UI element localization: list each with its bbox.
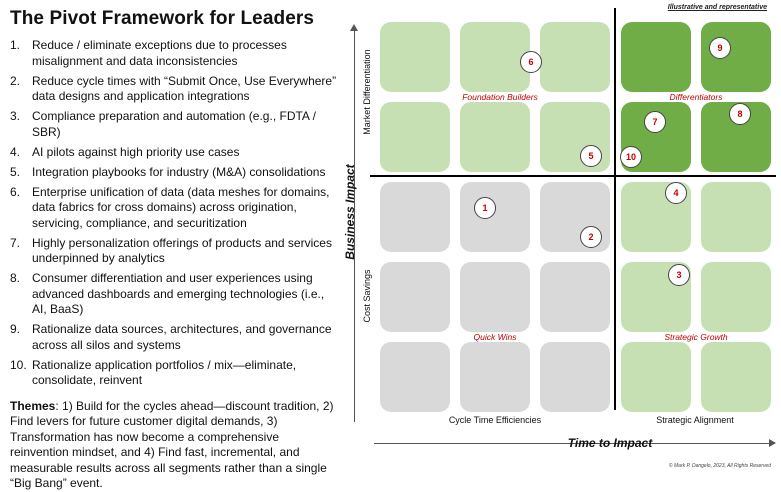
list-item	[10, 74, 340, 105]
item-text: Compliance preparation and automation (e.g., FDTA / SBR)	[32, 109, 316, 139]
initiative-marker-4: 4	[665, 182, 687, 204]
list-item	[10, 322, 340, 353]
item-text: Rationalize data sources, architectures, and governance across all silos and systems	[32, 322, 332, 352]
illustrative-note: Illustrative and representative	[667, 4, 767, 11]
list-item	[10, 145, 340, 161]
x-axis-right-label: Strategic Alignment	[656, 415, 734, 425]
quadrant-label-strategic-growth: Strategic Growth	[664, 332, 728, 342]
grid-tile	[380, 262, 450, 332]
initiative-marker-10: 10	[620, 146, 642, 168]
grid-tile	[460, 102, 530, 172]
quadrant-label-differentiators: Differentiators	[669, 92, 723, 102]
item-text: Integration playbooks for industry (M&A) consolidations	[32, 164, 326, 179]
item-text: Enterprise unification of data (data meshes for domains, data fabrics for cross domains) across origination, servicing, compliance, and securitization	[32, 184, 330, 230]
item-number: 1.	[10, 38, 21, 52]
initiative-marker-5: 5	[580, 145, 602, 167]
item-number: 7.	[10, 235, 21, 250]
framework-text-panel	[10, 8, 340, 492]
grid-tile	[621, 342, 691, 412]
grid-tile	[540, 22, 610, 92]
item-number: 2.	[10, 73, 21, 88]
quadrant-divider-vertical	[614, 8, 616, 410]
item-number: 4.	[10, 144, 21, 159]
item-text: AI pilots against high priority use cases	[32, 144, 240, 159]
grid-tile	[380, 182, 450, 252]
initiative-marker-3: 3	[668, 264, 690, 286]
list-item	[10, 38, 340, 69]
quadrant-label-foundation-builders: Foundation Builders	[462, 92, 538, 102]
item-number: 10.	[10, 357, 27, 372]
initiatives-list	[10, 38, 340, 389]
y-axis-top-label: Market Differentiation	[362, 49, 372, 135]
list-item	[10, 165, 340, 181]
item-number: 6.	[10, 184, 21, 199]
list-item	[10, 271, 340, 318]
themes-text: : 1) Build for the cycles ahead—discount tradition, 2) Find levers for future customer digital demands, 3) Transformation has now become a comprehensive reinvention mindset, and 4) Find fast, incremental, and measurable results across all segments rather than a single “Big Bang” event.	[10, 398, 334, 490]
pivot-matrix	[340, 0, 781, 473]
y-axis-bottom-label: Cost Savings	[362, 269, 372, 323]
page-title: The Pivot Framework for Leaders	[10, 8, 315, 29]
item-number: 3.	[10, 109, 21, 123]
themes-label: Themes	[10, 398, 56, 413]
list-item	[10, 185, 340, 232]
initiative-marker-6: 6	[520, 51, 542, 73]
x-axis-left-label: Cycle Time Efficiencies	[448, 415, 542, 425]
y-axis-title: Business Impact	[343, 164, 357, 260]
grid-tile	[540, 342, 610, 412]
grid-tile	[460, 342, 530, 412]
grid-tile	[380, 342, 450, 412]
grid-tile	[621, 22, 691, 92]
quadrant-divider-horizontal	[370, 175, 776, 177]
themes-paragraph	[10, 399, 340, 492]
grid-tile	[540, 262, 610, 332]
initiative-marker-7: 7	[644, 111, 666, 133]
item-text: Rationalize application portfolios / mix—eliminate, consolidate, reinvent	[32, 357, 297, 387]
item-number: 9.	[10, 322, 21, 336]
initiative-marker-9: 9	[709, 37, 731, 59]
list-item	[10, 358, 340, 389]
initiative-marker-8: 8	[729, 103, 751, 125]
initiative-marker-2: 2	[580, 226, 602, 248]
item-number: 8.	[10, 271, 21, 285]
list-item	[10, 236, 340, 267]
grid-tile	[701, 342, 771, 412]
item-text: Highly personalization offerings of products and services underpinned by analytics	[32, 235, 332, 265]
grid-tile	[701, 262, 771, 332]
grid-tile	[380, 102, 450, 172]
grid-tile	[701, 22, 771, 92]
grid-tile	[460, 22, 530, 92]
item-text: Reduce / eliminate exceptions due to processes misalignment and data inconsistencies	[32, 38, 287, 68]
item-text: Consumer differentiation and user experiences using advanced dashboards and emerging technologies (i.e., AI, BaaS)	[32, 271, 325, 316]
item-text: Reduce cycle times with “Submit Once, Use Everywhere” data designs and application integrations	[32, 73, 337, 103]
list-item	[10, 109, 340, 140]
grid-tile	[460, 182, 530, 252]
grid-tile	[380, 22, 450, 92]
copyright-notice: © Mark P. Dangelo, 2023, All Rights Reserved	[668, 463, 771, 469]
quadrant-label-quick-wins: Quick Wins	[473, 332, 517, 342]
x-axis-title: Time to Impact	[567, 436, 653, 450]
grid-tile	[460, 262, 530, 332]
grid-tile	[701, 182, 771, 252]
initiative-marker-1: 1	[474, 197, 496, 219]
item-number: 5.	[10, 164, 21, 179]
